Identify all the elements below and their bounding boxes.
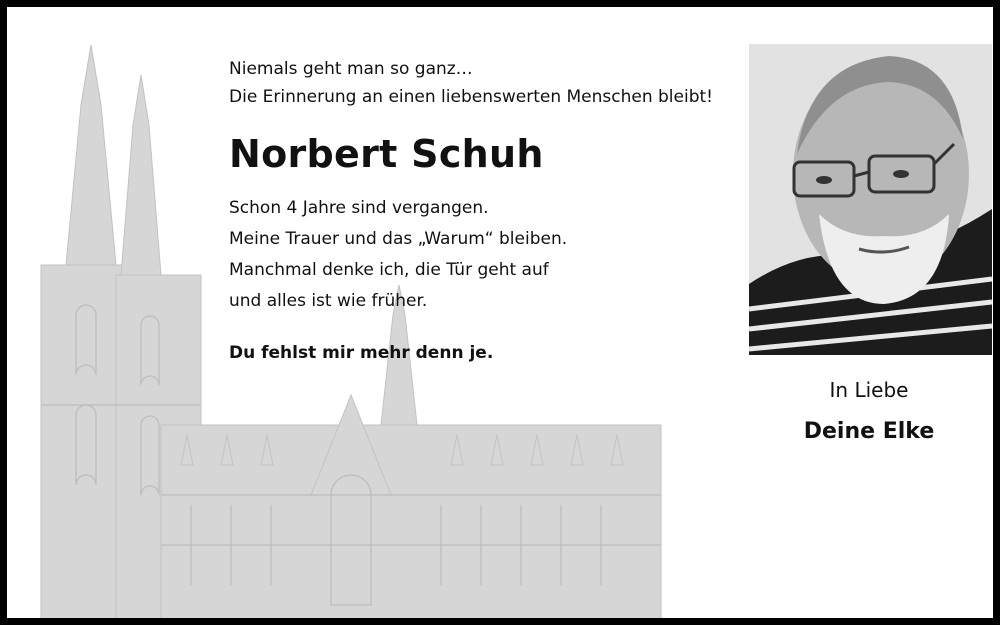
poem-line-4: und alles ist wie früher. — [229, 291, 428, 311]
notice-text — [229, 55, 769, 384]
poem-line-3: Manchmal denke ich, die Tür geht auf — [229, 260, 549, 280]
poem-line-1: Schon 4 Jahre sind vergangen. — [229, 198, 489, 218]
intro-line-1: Niemals geht man so ganz… — [229, 59, 473, 79]
intro-line-2: Die Erinnerung an einen liebenswerten Menschen bleibt! — [229, 87, 713, 107]
portrait-photo — [749, 44, 992, 355]
signature-name: Deine Elke — [803, 419, 935, 444]
signature-greeting: In Liebe — [829, 378, 909, 402]
poem-line-2: Meine Trauer und das „Warum“ bleiben. — [229, 229, 568, 249]
closing-line: Du fehlst mir mehr denn je. — [229, 343, 494, 363]
deceased-name: Norbert Schuh — [229, 132, 544, 176]
